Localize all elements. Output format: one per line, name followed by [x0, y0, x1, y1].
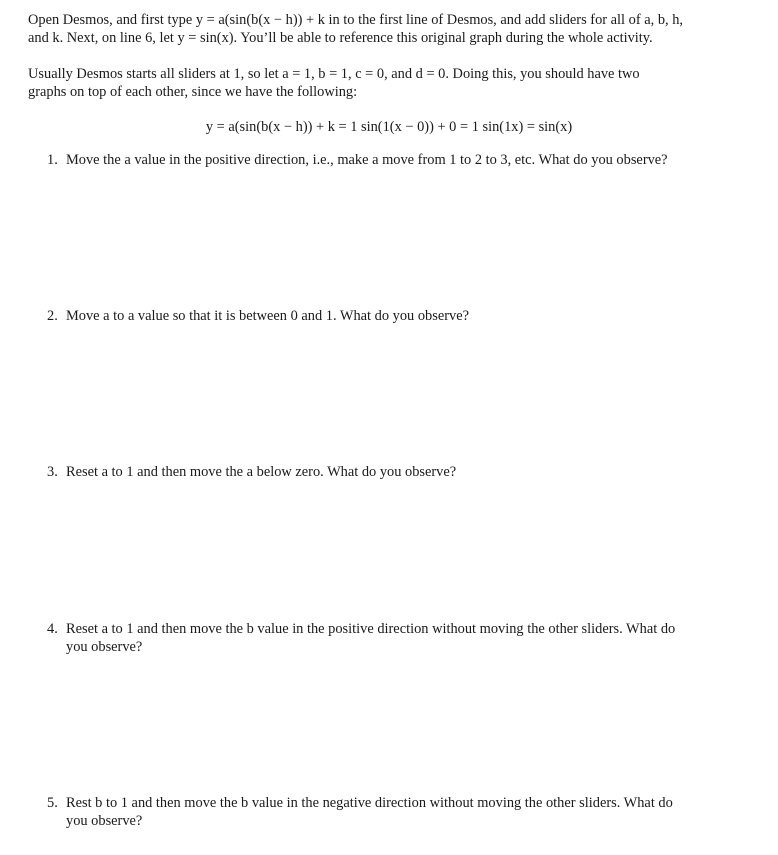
question-text-line-2: you observe? [66, 639, 143, 655]
question-5 [47, 794, 753, 830]
intro-paragraph [28, 11, 752, 47]
question-text-line-1: Move a to a value so that it is between 0 and 1. What do you observe? [66, 308, 469, 324]
intro-line-2: and k. Next, on line 6, let y = sin(x). You’ll be able to reference this original graph during the whole activity. [28, 30, 653, 46]
question-text-line-1: Reset a to 1 and then move the a below zero. What do you observe? [66, 464, 457, 480]
question-1 [47, 151, 753, 169]
question-number: 2. [47, 308, 58, 324]
question-text-line-1: Move the a value in the positive direction, i.e., make a move from 1 to 2 to 3, etc. What do you observe? [66, 152, 668, 168]
question-2 [47, 307, 753, 325]
display-equation: y = a(sin(b(x − h)) + k = 1 sin(1(x − 0)) + 0 = 1 sin(1x) = sin(x) [205, 119, 573, 135]
question-text-line-1: Reset a to 1 and then move the b value in the positive direction without moving the other sliders. What do [66, 621, 676, 637]
setup-line-2: graphs on top of each other, since we have the following: [28, 84, 358, 100]
question-3 [47, 463, 753, 481]
question-text-line-1: Rest b to 1 and then move the b value in the negative direction without moving the other sliders. What do [66, 795, 673, 811]
intro-line-1: Open Desmos, and first type y = a(sin(b(x − h)) + k in to the first line of Desmos, and add sliders for all of a, b, h, [28, 12, 684, 28]
setup-paragraph [28, 65, 752, 101]
question-text-line-2: you observe? [66, 813, 143, 829]
question-number: 4. [47, 621, 58, 637]
setup-line-1: Usually Desmos starts all sliders at 1, so let a = 1, b = 1, c = 0, and d = 0. Doing this, you should have two [28, 66, 640, 82]
question-number: 5. [47, 795, 58, 811]
question-number: 3. [47, 464, 58, 480]
question-number: 1. [47, 152, 58, 168]
question-4 [47, 620, 753, 656]
